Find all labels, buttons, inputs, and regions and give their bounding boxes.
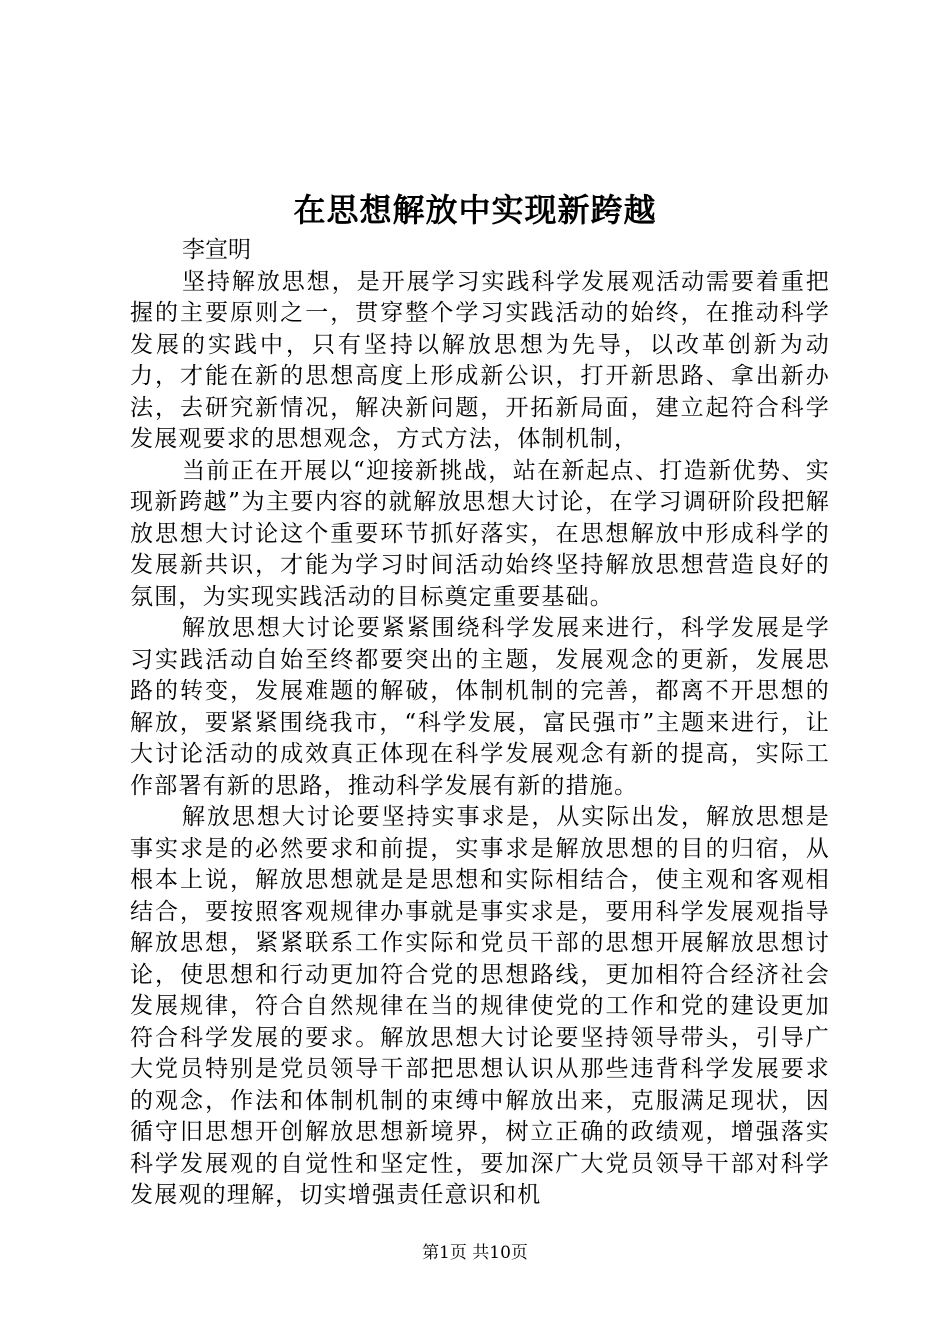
author-name: 李宣明 (182, 237, 251, 263)
document-body (130, 235, 830, 1212)
document-title: 在思想解放中实现新跨越 (293, 191, 657, 229)
page-footer: 第1页 共10页 (422, 1243, 528, 1263)
paragraph-4: 解放思想大讨论要坚持实事求是，从实际出发，解放思想是事实求是的必然要求和前提，实事求是解放思想的目的归宿，从根本上说，解放思想就是是思想和实际相结合，使主观和客观相结合，要按照客观规律办事就是事实求是，要用科学发展观指导解放思想，紧紧联系工作实际和党员干部的思想开展解放思想讨论，使思想和行动更加符合党的思想路线，更加相符合经济社会发展规律，符合自然规律在当的规律使党的工作和党的建设更加符合科学发展的要求。解放思想大讨论要坚持领导带头，引导广大党员特别是党员领导干部把思想认识从那些违背科学发展要求的观念，作法和体制机制的束缚中解放出来，克服满足现状，因循守旧思想开创解放思想新境界，树立正确的政绩观，增强落实科学发展观的自觉性和坚定性，要加深广大党员领导干部对科学发展观的理解，切实增强责任意识和机 (130, 804, 830, 1208)
paragraph-3: 解放思想大讨论要紧紧围绕科学发展来进行，科学发展是学习实践活动自始至终都要突出的主题，发展观念的更新，发展思路的转变，发展难题的解破，体制机制的完善，都离不开思想的解放，要紧紧围绕我市，“科学发展，富民强市”主题来进行，让大讨论活动的成效真正体现在科学发展观念有新的提高，实际工作部署有新的思路，推动科学发展有新的措施。 (130, 615, 830, 799)
paragraph-2: 当前正在开展以“迎接新挑战，站在新起点、打造新优势、实现新跨越”为主要内容的就解放思想大讨论，在学习调研阶段把解放思想大讨论这个重要环节抓好落实，在思想解放中形成科学的发展新共识，才能为学习时间活动始终坚持解放思想营造良好的氛围，为实现实践活动的目标奠定重要基础。 (130, 457, 830, 610)
paragraph-1: 坚持解放思想，是开展学习实践科学发展观活动需要着重把握的主要原则之一，贯穿整个学习实践活动的始终，在推动科学发展的实践中，只有坚持以解放思想为先导，以改革创新为动力，才能在新的思想高度上形成新公识，打开新思路、拿出新办法，去研究新情况，解决新问题，开拓新局面，建立起符合科学发展观要求的思想观念，方式方法，体制机制， (130, 268, 830, 452)
